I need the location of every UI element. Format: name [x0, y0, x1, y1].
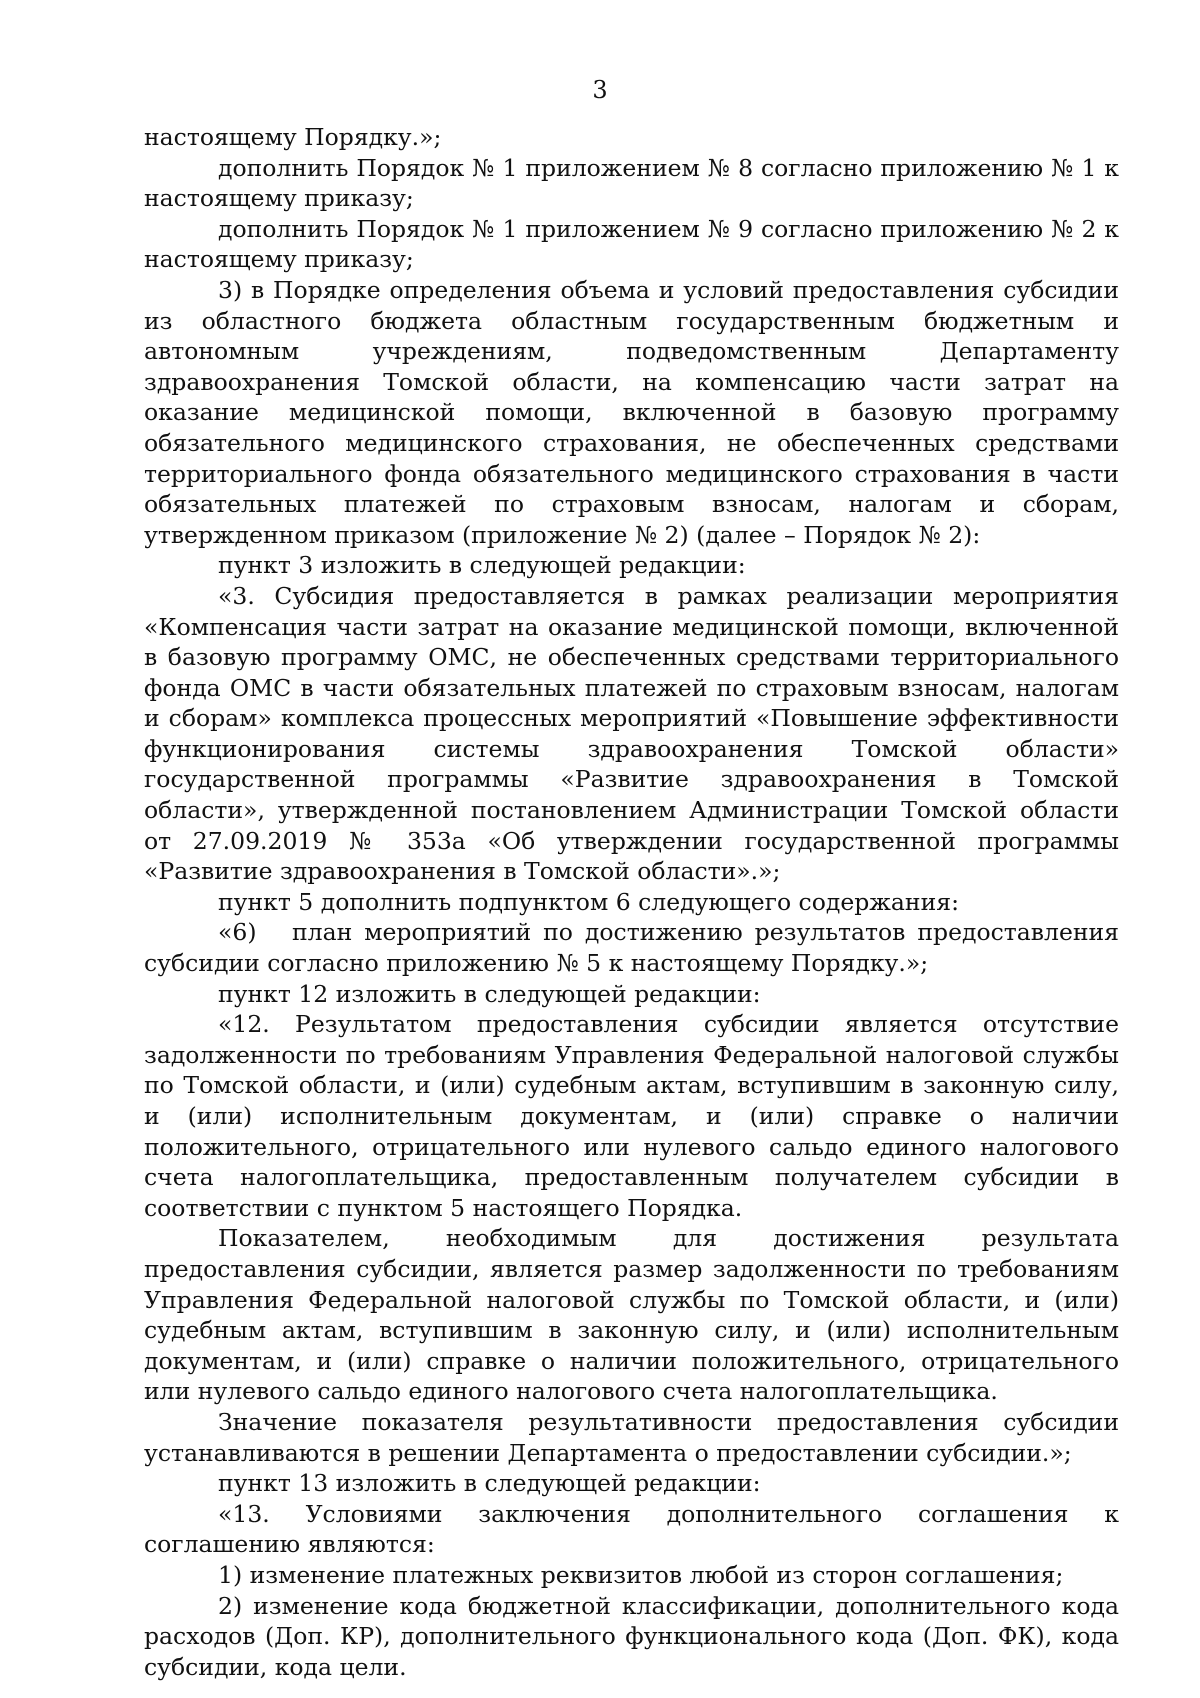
paragraph-6: «3. Субсидия предоставляется в рамках реализации мероприятия «Компенсация части затрат на оказание медицинской помощи, включенной в базовую программу ОМС, не обеспеченных средствами территориального фонда ОМС в части обязательных платежей по страховым взносам, налогам и сборам» комплекса процессных мероприятий «Повышение эффективности функционирования системы здравоохранения Томской области» государственной программы «Развитие здравоохранения в Томской области», утвержденной постановлением Администрации Томской области от 27.09.2019 № 353а «Об утверждении государственной программы «Развитие здравоохранения в Томской области».»;: [144, 581, 1119, 886]
paragraph-8: «6) план мероприятий по достижению результатов предоставления субсидии согласно приложению № 5 к настоящему Порядку.»;: [144, 918, 1119, 978]
paragraph-4: 3) в Порядке определения объема и условий предоставления субсидии из областного бюджета областным государственным бюджетным и автономным учреждениям, подведомственным Департаменту здравоохранения Томской области, на компенсацию части затрат на оказание медицинской помощи, включенной в базовую программу обязательного медицинского страхования, не обеспеченных средствами территориального фонда обязательного медицинского страхования в части обязательных платежей по страховым взносам, налогам и сборам, утвержденном приказом (приложение № 2) (далее – Порядок № 2):: [144, 275, 1119, 549]
paragraph-15: 1) изменение платежных реквизитов любой из сторон соглашения;: [218, 1560, 1064, 1589]
paragraph-2: дополнить Порядок № 1 приложением № 8 согласно приложению № 1 к настоящему приказу;: [144, 153, 1119, 213]
paragraph-12: Значение показателя результативности предоставления субсидии устанавливаются в решении Департамента о предоставлении субсидии.»;: [144, 1407, 1119, 1467]
paragraph-10: «12. Результатом предоставления субсидии является отсутствие задолженности по требованиям Управления Федеральной налоговой службы по Томской области, и (или) судебным актам, вступившим в законную силу, и (или) исполнительным документам, и (или) справке о наличии положительного, отрицательного или нулевого сальдо единого налогового счета налогоплательщика, предоставленным получателем субсидии в соответствии с пунктом 5 настоящего Порядка.: [144, 1010, 1119, 1222]
paragraph-16: 2) изменение кода бюджетной классификации, дополнительного кода расходов (Доп. КР), дополнительного функционального кода (Доп. ФК), кода субсидии, кода цели.: [144, 1591, 1119, 1681]
paragraph-9: пункт 12 изложить в следующей редакции:: [218, 979, 761, 1008]
document-body: [144, 122, 1119, 1682]
paragraph-5: пункт 3 изложить в следующей редакции:: [218, 551, 746, 580]
paragraph-14: «13. Условиями заключения дополнительного соглашения к соглашению являются:: [144, 1499, 1119, 1559]
paragraph-7: пункт 5 дополнить подпунктом 6 следующего содержания:: [218, 887, 959, 916]
paragraph-3: дополнить Порядок № 1 приложением № 9 согласно приложению № 2 к настоящему приказу;: [144, 214, 1119, 274]
page-number: 3: [592, 76, 608, 104]
paragraph-1: настоящему Порядку.»;: [144, 123, 442, 151]
paragraph-13: пункт 13 изложить в следующей редакции:: [218, 1469, 761, 1498]
paragraph-11: Показателем, необходимым для достижения результата предоставления субсидии, является размер задолженности по требованиям Управления Федеральной налоговой службы по Томской области, и (или) судебным актам, вступившим в законную силу, и (или) исполнительным документам, и (или) справке о наличии положительного, отрицательного или нулевого сальдо единого налогового счета налогоплательщика.: [144, 1224, 1119, 1406]
